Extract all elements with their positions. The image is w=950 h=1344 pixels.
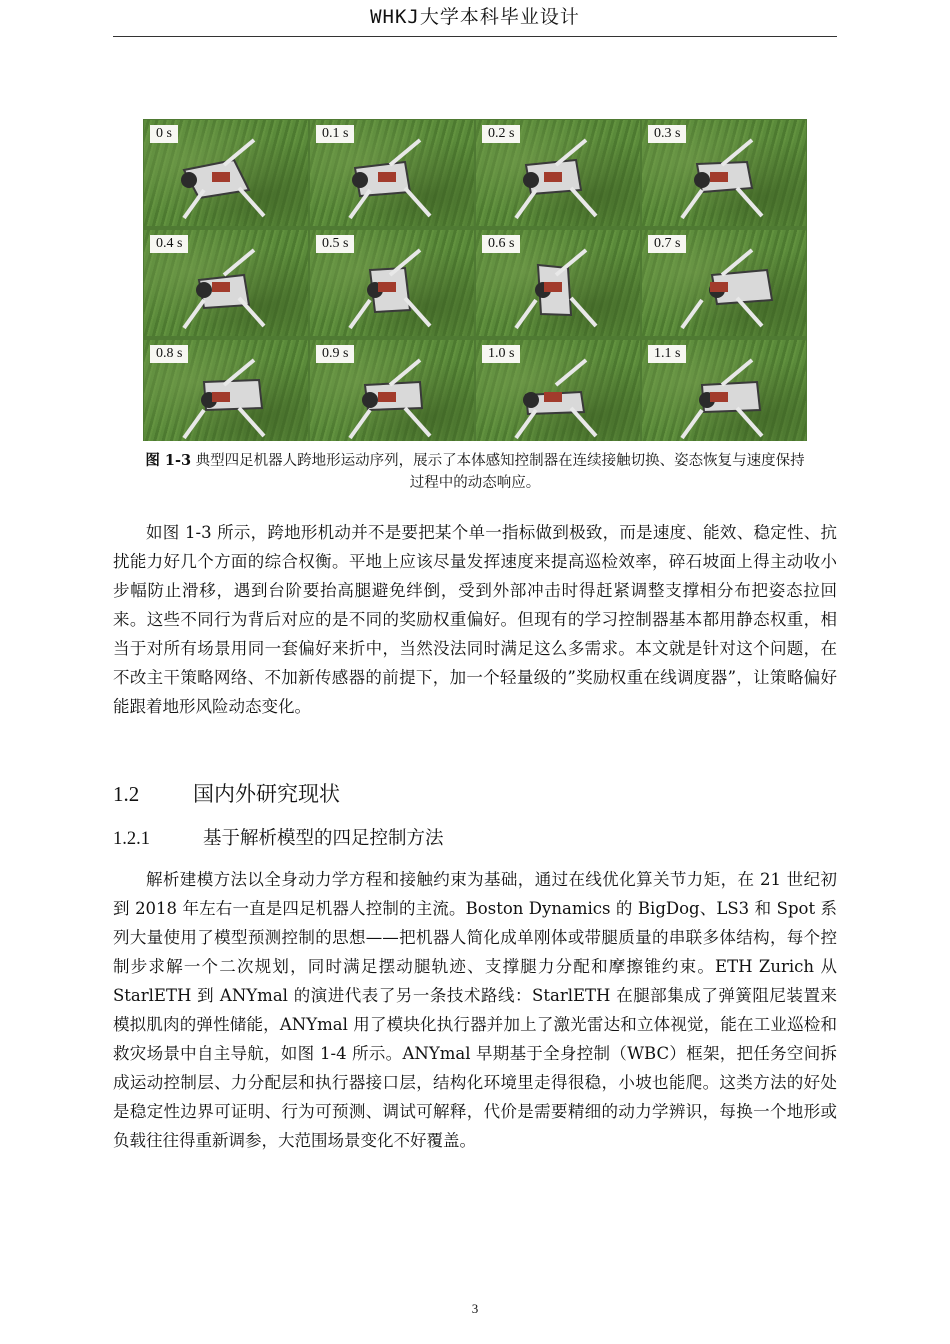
section-title: 国内外研究现状 [193,782,340,806]
motion-frame [476,120,640,226]
motion-frame [310,230,474,336]
section-number: 1.2 [113,782,140,806]
time-label: 0.5 s [316,235,354,253]
time-label: 1.0 s [482,345,520,363]
time-label: 0.3 s [648,125,686,143]
subsection-title: 基于解析模型的四足控制方法 [203,828,444,849]
motion-frame [144,230,308,336]
motion-frame [642,230,806,336]
motion-sequence-figure [143,119,807,441]
motion-frame [476,340,640,441]
subsection-heading [113,824,444,854]
page-number: 3 [471,1301,479,1316]
time-label: 1.1 s [648,345,686,363]
motion-frame [476,230,640,336]
figure-caption [143,450,807,494]
motion-frame [310,340,474,441]
paragraph-2: 解析建模方法以全身动力学方程和接触约束为基础，通过在线优化算关节力矩，在 21 世纪初到 2018 年左右一直是四足机器人控制的主流。Boston Dynamics 的 BigDog、LS3 和 Spot 系列大量使用了模型预测控制的思想——把机器人简化成单刚体或带腿质量的串联多体结构，每个控制步求解一个二次规划，同时满足摆动腿轨迹、支撑腿力分配和摩擦锥约束。ETH Zurich 从 StarlETH 到 ANYmal 的演进代表了另一条技术路线：StarlETH 在腿部集成了弹簧阻尼装置来模拟肌肉的弹性储能，ANYmal 用了模块化执行器并加上了激光雷达和立体视觉，能在工业巡检和救灾场景中自主导航，如图 1-4 所示。ANYmal 早期基于全身控制（WBC）框架，把任务空间拆成运动控制层、力分配层和执行器接口层，结构化环境里走得很稳，小坡也能爬。这类方法的好处是稳定性边界可证明、行为可预测、调试可解释，代价是需要精细的动力学辨识，每换一个地形或负载往往得重新调参，大范围场景变化不好覆盖。 [113,870,837,1150]
time-label: 0.2 s [482,125,520,143]
caption-text: 典型四足机器人跨地形运动序列，展示了本体感知控制器在连续接触切换、姿态恢复与速度保持过程中的动态响应。 [191,453,805,491]
motion-frame [642,120,806,226]
page-header: WHKJ大学本科毕业设计 [113,2,837,37]
section-heading [113,778,340,810]
caption-label: 图 1-3 [145,452,192,469]
motion-frame [144,340,308,441]
time-label: 0.8 s [150,345,188,363]
motion-frame [310,120,474,226]
motion-frame [144,120,308,226]
time-label: 0.9 s [316,345,354,363]
time-label: 0.1 s [316,125,354,143]
time-label: 0 s [150,125,178,143]
motion-frame [642,340,806,441]
time-label: 0.4 s [150,235,188,253]
subsection-number: 1.2.1 [113,829,150,849]
time-label: 0.6 s [482,235,520,253]
time-label: 0.7 s [648,235,686,253]
paragraph-1: 如图 1-3 所示，跨地形机动并不是要把某个单一指标做到极致，而是速度、能效、稳定性、抗扰能力好几个方面的综合权衡。平地上应该尽量发挥速度来提高巡检效率，碎石坡面上得主动收小步幅防止滑移，遇到台阶要抬高腿避免绊倒，受到外部冲击时得赶紧调整支撑相分布把姿态拉回来。这些不同行为背后对应的是不同的奖励权重偏好。但现有的学习控制器基本都用静态权重，相当于对所有场景用同一套偏好来折中，当然没法同时满足这么多需求。本文就是针对这个问题，在不改主干策略网络、不加新传感器的前提下，加一个轻量级的”奖励权重在线调度器”，让策略偏好能跟着地形风险动态变化。 [113,523,837,716]
